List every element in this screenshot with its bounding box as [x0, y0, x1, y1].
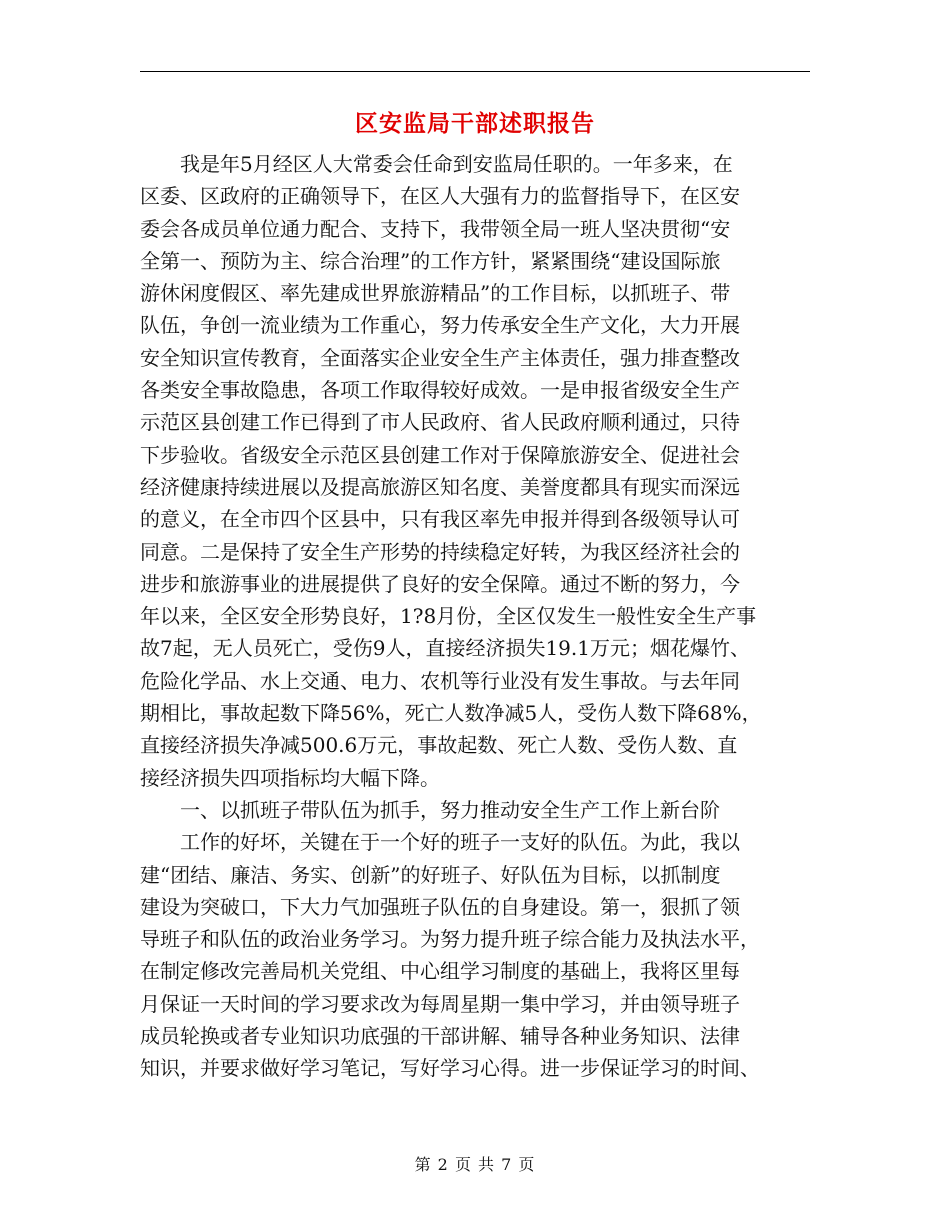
text-line: 工作的好坏，关键在于一个好的班子一支好的队伍。为此，我以	[180, 830, 740, 855]
header-rule	[140, 71, 810, 72]
text-line: 的意义，在全市四个区县中，只有我区率先申报并得到各级领导认可	[140, 507, 740, 532]
text-line: 示范区县创建工作已得到了市人民政府、省人民政府顺利通过，只待	[140, 410, 740, 435]
text-line: 同意。二是保持了安全生产形势的持续稳定好转，为我区经济社会的	[140, 539, 740, 564]
text-line: 下步验收。省级安全示范区县创建工作对于保障旅游安全、促进社会	[140, 442, 740, 467]
text-line: 成员轮换或者专业知识功底强的干部讲解、辅导各种业务知识、法律	[140, 1024, 740, 1049]
text-line: 队伍，争创一流业绩为工作重心，努力传承安全生产文化，大力开展	[140, 313, 740, 338]
text-line: 一、以抓班子带队伍为抓手，努力推动安全生产工作上新台阶	[180, 797, 720, 822]
document-title: 区安监局干部述职报告	[355, 111, 595, 137]
text-line: 危险化学品、水上交通、电力、农机等行业没有发生事故。与去年同	[140, 668, 740, 693]
text-line: 各类安全事故隐患，各项工作取得较好成效。一是申报省级安全生产	[140, 378, 740, 403]
text-line: 期相比，事故起数下降56%，死亡人数净减5人，受伤人数下降68%，	[140, 701, 762, 726]
text-line: 安全知识宣传教育，全面落实企业安全生产主体责任，强力排查整改	[140, 345, 740, 370]
text-line: 进步和旅游事业的进展提供了良好的安全保障。通过不断的努力，今	[140, 571, 740, 596]
text-line: 游休闲度假区、率先建成世界旅游精品”的工作目标，以抓班子、带	[140, 281, 731, 306]
text-line: 月保证一天时间的学习要求改为每周星期一集中学习，并由领导班子	[140, 991, 740, 1016]
text-line: 建“团结、廉洁、务实、创新”的好班子、好队伍为目标，以抓制度	[140, 862, 721, 887]
text-line: 我是年5月经区人大常委会任命到安监局任职的。一年多来，在	[180, 152, 733, 176]
text-line: 接经济损失四项指标均大幅下降。	[140, 765, 440, 790]
text-line: 在制定修改完善局机关党组、中心组学习制度的基础上，我将区里每	[140, 959, 740, 984]
text-line: 故7起，无人员死亡，受伤9人，直接经济损失19.1万元；烟花爆竹、	[140, 636, 750, 661]
text-line: 经济健康持续进展以及提高旅游区知名度、美誉度都具有现实而深远	[140, 474, 740, 499]
paragraph-intro	[140, 148, 812, 794]
section-heading-1	[140, 794, 812, 826]
text-line: 建设为突破口，下大力气加强班子队伍的自身建设。第一，狠抓了领	[140, 894, 740, 919]
text-line: 区委、区政府的正确领导下，在区人大强有力的监督指导下，在区安	[140, 184, 740, 209]
page-number: 第 2 页 共 7 页	[414, 1155, 536, 1174]
text-line: 知识，并要求做好学习笔记，写好学习心得。进一步保证学习的时间、	[140, 1056, 760, 1081]
text-line: 年以来，全区安全形势良好，1?8月份，全区仅发生一般性安全生产事	[140, 604, 757, 629]
text-line: 导班子和队伍的政治业务学习。为努力提升班子综合能力及执法水平，	[140, 927, 760, 952]
text-line: 全第一、预防为主、综合治理”的工作方针，紧紧围绕“建设国际旅	[140, 248, 721, 273]
text-line: 直接经济损失净减500.6万元，事故起数、死亡人数、受伤人数、直	[140, 733, 738, 758]
document-body	[140, 148, 812, 1085]
text-line: 委会各成员单位通力配合、支持下，我带领全局一班人坚决贯彻“安	[140, 216, 731, 241]
paragraph-team-building	[140, 826, 812, 1084]
